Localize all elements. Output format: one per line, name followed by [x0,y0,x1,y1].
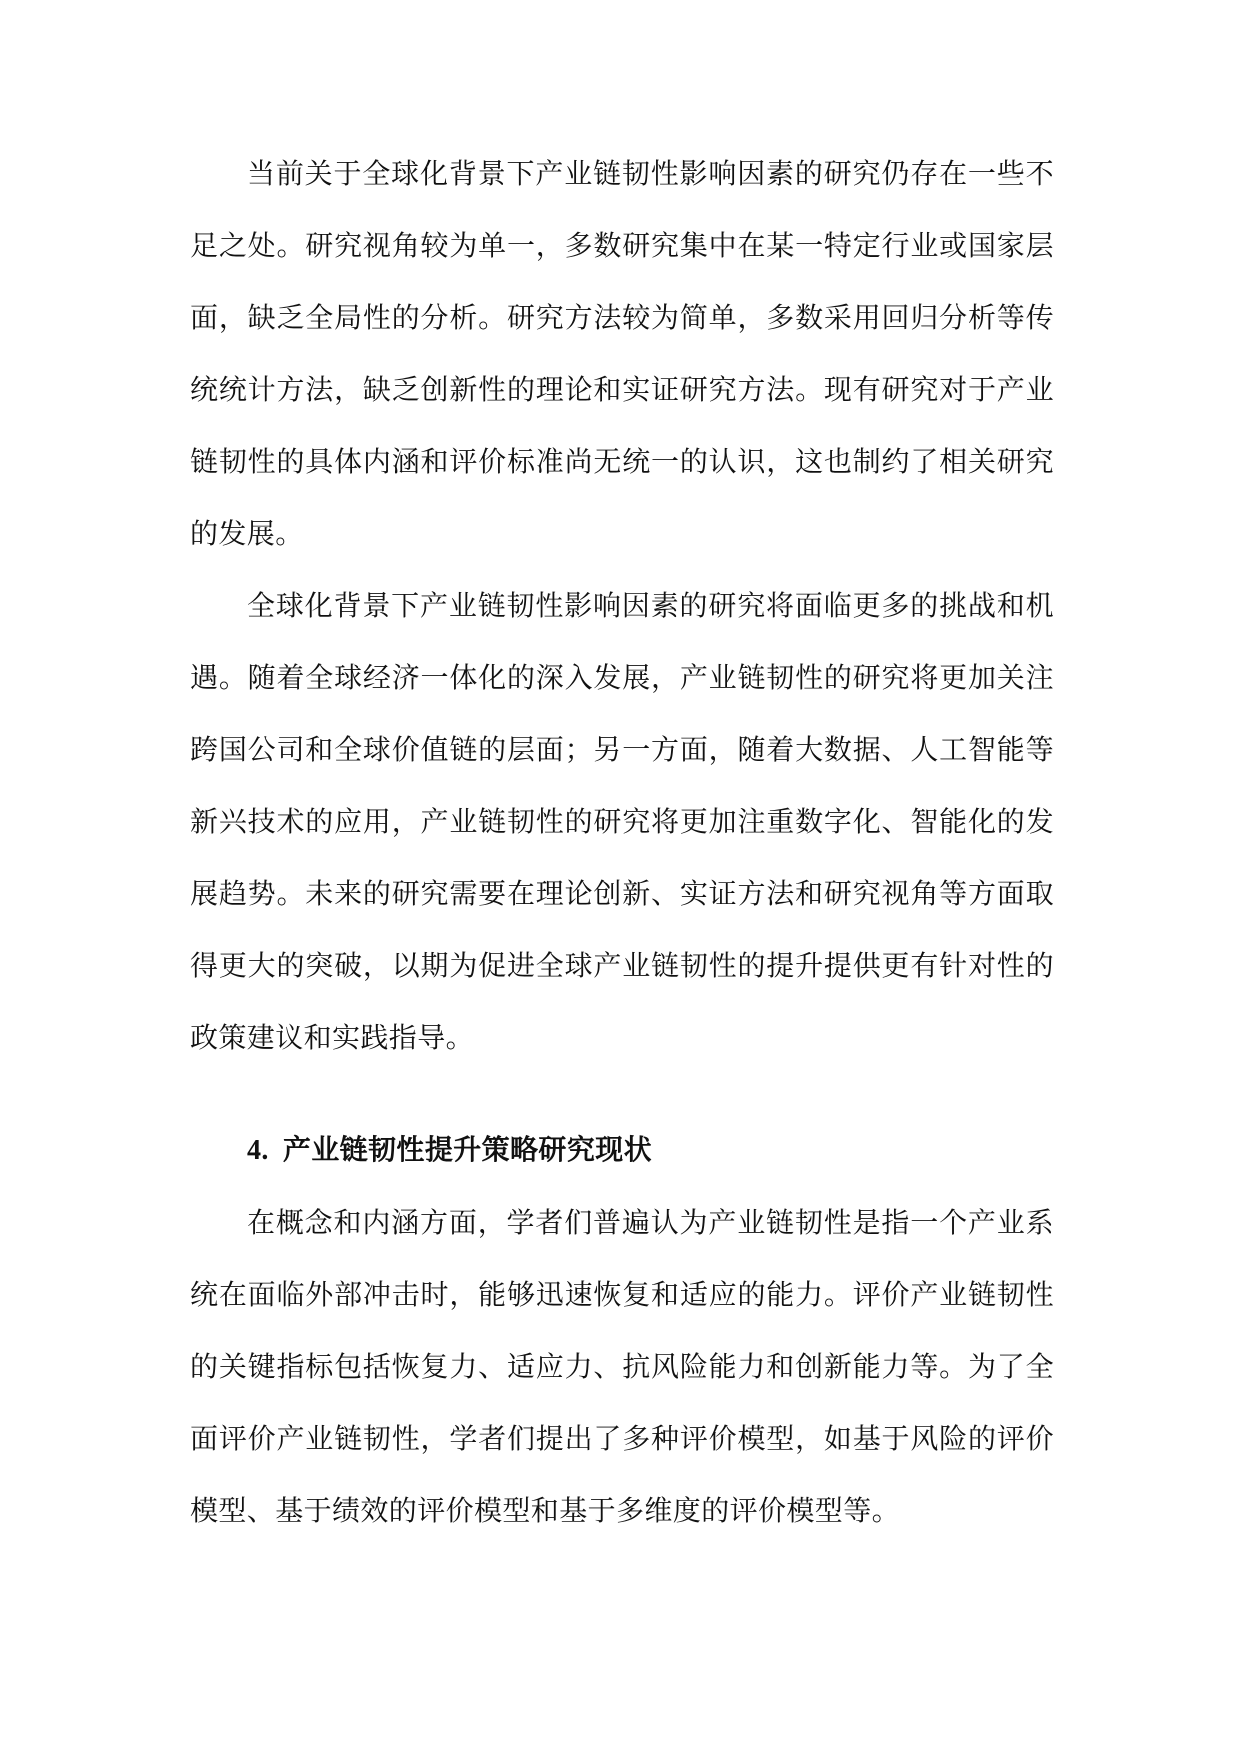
section-number: 4. [247,1135,269,1166]
document-body [190,138,1054,1547]
section-heading [190,1114,1054,1187]
section-paragraph: 在概念和内涵方面，学者们普遍认为产业链韧性是指一个产业系统在面临外部冲击时，能够迅速恢复和适应的能力。评价产业链韧性的关键指标包括恢复力、适应力、抗风险能力和创新能力等。为了全面评价产业链韧性，学者们提出了多种评价模型，如基于风险的评价模型、基于绩效的评价模型和基于多维度的评价模型等。 [190,1206,1054,1527]
body-paragraph: 当前关于全球化背景下产业链韧性影响因素的研究仍存在一些不足之处。研究视角较为单一，多数研究集中在某一特定行业或国家层面，缺乏全局性的分析。研究方法较为简单，多数采用回归分析等传统统计方法，缺乏创新性的理论和实证研究方法。现有研究对于产业链韧性的具体内涵和评价标准尚无统一的认识，这也制约了相关研究的发展。 [190,157,1054,550]
section-title: 产业链韧性提升策略研究现状 [282,1133,653,1166]
body-paragraph: 全球化背景下产业链韧性影响因素的研究将面临更多的挑战和机遇。随着全球经济一体化的深入发展，产业链韧性的研究将更加关注跨国公司和全球价值链的层面；另一方面，随着大数据、人工智能等新兴技术的应用，产业链韧性的研究将更加注重数字化、智能化的发展趋势。未来的研究需要在理论创新、实证方法和研究视角等方面取得更大的突破，以期为促进全球产业链韧性的提升提供更有针对性的政策建议和实践指导。 [190,589,1054,1054]
